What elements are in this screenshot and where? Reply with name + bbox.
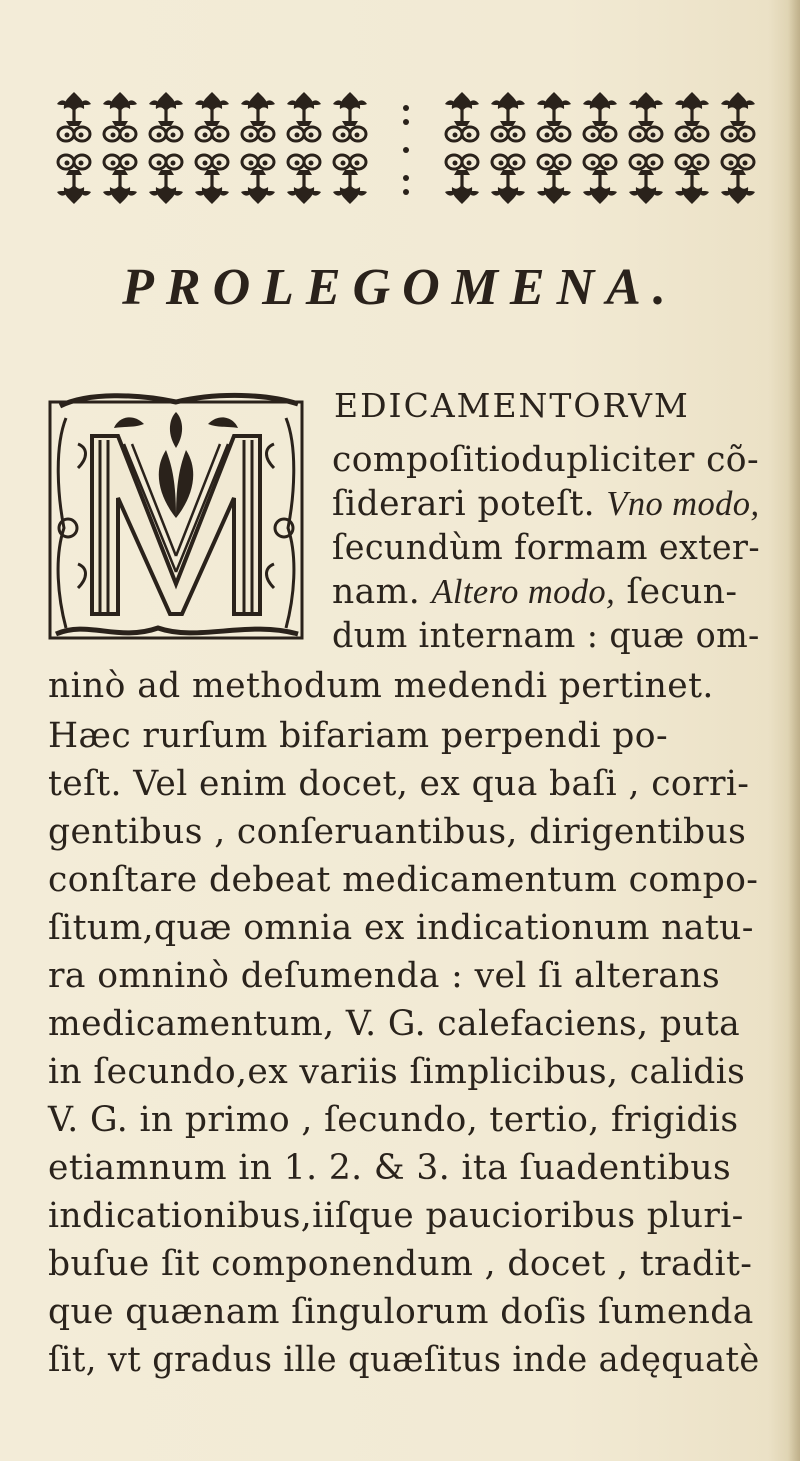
italic-phrase: Altero modo, [431,573,616,611]
text-line-12 [48,908,754,948]
line-text: Hæc rurſum bifariam perpendi po- [48,716,669,756]
text-line-6 [332,616,760,656]
text-line-18 [48,1196,744,1236]
line-text: ra omninò deſumenda : vel ſi alterans [48,956,721,996]
line-text: V. G. in primo , ſecundo, tertio, frigidis [48,1100,739,1140]
text-line-16 [48,1100,738,1140]
line-text: nam. [332,572,432,612]
line-text: in ſecundo,ex variis ſimplicibus, calidis [48,1052,746,1092]
fleuron-border-icon [52,78,764,218]
text-line-2 [332,440,759,480]
line-text: ſecun- [615,572,738,612]
text-line-15 [48,1052,745,1092]
text-line-11 [48,860,758,900]
text-line-5 [332,572,737,612]
line-text: teſt. Vel enim docet, ex qua baſi , corri- [48,764,750,804]
line-text: ſit, vt gradus ille quæſitus inde adęquatè [48,1340,760,1380]
text-line-14 [48,1004,740,1044]
line-text: etiamnum in 1. 2. & 3. ita ſuadentibus [48,1148,732,1188]
line-text: gentibus , conſeruantibus, dirigentibus [48,812,747,852]
text-line-10 [48,812,746,852]
line-text: que quænam ſingulorum doſis ſumenda [48,1292,754,1332]
text-line-4 [332,528,760,568]
drop-cap-initial [48,388,304,650]
text-line-19 [48,1244,752,1284]
italic-phrase: Vno modo, [606,485,760,523]
line-text: compoſitiodupliciter cõ- [332,440,760,480]
text-line-9 [48,764,749,804]
ornamental-headpiece [52,78,764,218]
line-text: ſecundùm formam exter- [332,528,761,568]
text-line-7 [48,666,714,706]
text-line-17 [48,1148,731,1188]
line-text: buſue ſit componendum , docet , tradit- [48,1244,753,1284]
line-text: medicamentum, V. G. calefaciens, puta [48,1004,741,1044]
line-text: ſitum,quæ omnia ex indicationum natu- [48,908,754,948]
decorated-initial-m-icon [48,388,304,650]
text-line-3 [332,484,759,524]
text-line-21 [48,1340,760,1380]
line-text: ſiderari poteſt. [332,484,607,524]
page-title: PROLEGOMENA. [122,259,678,316]
line-text: ninò ad methodum medendi pertinet. [48,666,714,706]
page-edge [788,0,800,1461]
line-text: indicationibus,iiſque paucioribus pluri- [48,1196,744,1236]
text-line-1 [334,386,690,426]
line-text: dum internam : quæ om- [332,616,760,656]
line-text: EDICAMENTORVM [334,386,690,425]
line-text: conſtare debeat medicamentum compo- [48,860,759,900]
text-line-20 [48,1292,754,1332]
text-line-13 [48,956,720,996]
text-line-8 [48,716,668,756]
